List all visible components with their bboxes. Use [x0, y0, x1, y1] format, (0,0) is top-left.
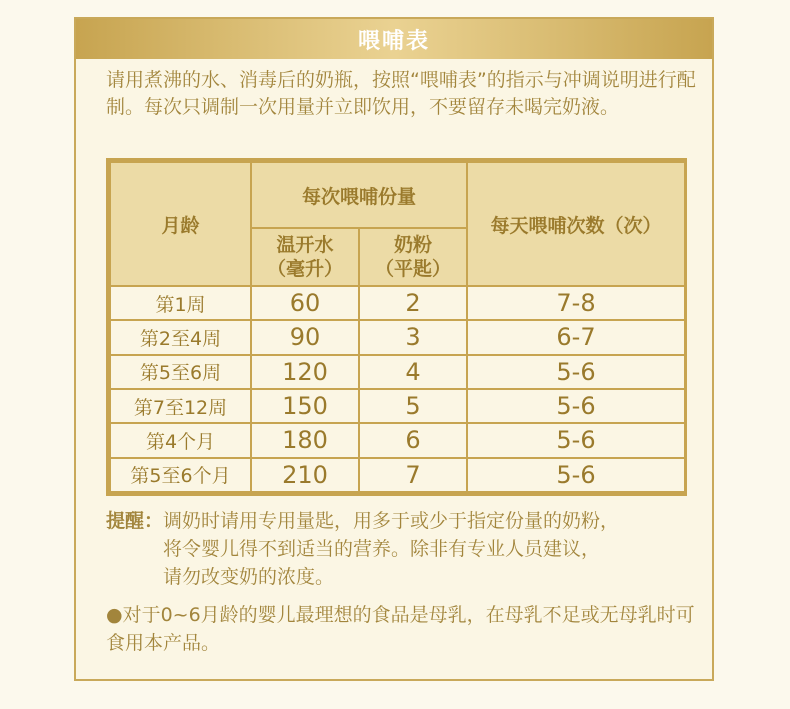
header-portion: 每次喂哺份量 — [251, 162, 467, 228]
header-powder-text: 奶粉 （平匙） — [375, 234, 452, 280]
cell-times: 7-8 — [467, 286, 685, 320]
table-row — [110, 286, 685, 320]
cell-powder: 7 — [359, 458, 467, 492]
cell-times: 5-6 — [467, 423, 685, 457]
table-row — [110, 458, 685, 492]
table-row — [110, 355, 685, 389]
reminder-line: 将令婴儿得不到适当的营养。除非有专业人员建议， — [163, 538, 601, 560]
feeding-card — [74, 17, 714, 681]
header-water — [251, 228, 359, 286]
cell-powder: 4 — [359, 355, 467, 389]
intro-text: 请用煮沸的水、消毒后的奶瓶，按照“喂哺表”的指示与冲调说明进行配制。每次只调制一次用量并立即饮用，不要留存未喝完奶液。 — [106, 69, 696, 118]
table-row — [110, 423, 685, 457]
feeding-table — [106, 158, 687, 496]
cell-age: 第4个月 — [110, 423, 251, 457]
cell-age: 第2至4周 — [110, 320, 251, 354]
cell-water: 180 — [251, 423, 359, 457]
notes-section — [106, 507, 706, 657]
header-water-text: 温开水 （毫升） — [266, 234, 343, 280]
cell-times: 6-7 — [467, 320, 685, 354]
cell-water: 60 — [251, 286, 359, 320]
page-title: 喂哺表 — [357, 28, 430, 54]
reminder-text — [163, 507, 619, 591]
cell-water: 210 — [251, 458, 359, 492]
cell-powder: 2 — [359, 286, 467, 320]
title-banner — [76, 19, 712, 59]
header-age: 月龄 — [110, 162, 251, 286]
breastfeeding-note: ●对于0~6月龄的婴儿最理想的食品是母乳，在母乳不足或无母乳时可食用本产品。 — [106, 604, 695, 654]
reminder-label: 提醒： — [106, 510, 164, 532]
cell-age: 第5至6个月 — [110, 458, 251, 492]
header-times: 每天喂哺次数（次） — [467, 162, 685, 286]
reminder-line: 请勿改变奶的浓度。 — [163, 566, 335, 588]
table-row — [110, 389, 685, 423]
cell-water: 120 — [251, 355, 359, 389]
cell-age: 第1周 — [110, 286, 251, 320]
cell-powder: 3 — [359, 320, 467, 354]
cell-age: 第7至12周 — [110, 389, 251, 423]
reminder-line: 调奶时请用专用量匙，用多于或少于指定份量的奶粉， — [163, 510, 620, 532]
cell-water: 150 — [251, 389, 359, 423]
cell-powder: 5 — [359, 389, 467, 423]
cell-times: 5-6 — [467, 458, 685, 492]
cell-water: 90 — [251, 320, 359, 354]
cell-times: 5-6 — [467, 389, 685, 423]
cell-powder: 6 — [359, 423, 467, 457]
header-powder — [359, 228, 467, 286]
reminder — [106, 507, 706, 591]
table-row — [110, 320, 685, 354]
cell-age: 第5至6周 — [110, 355, 251, 389]
cell-times: 5-6 — [467, 355, 685, 389]
